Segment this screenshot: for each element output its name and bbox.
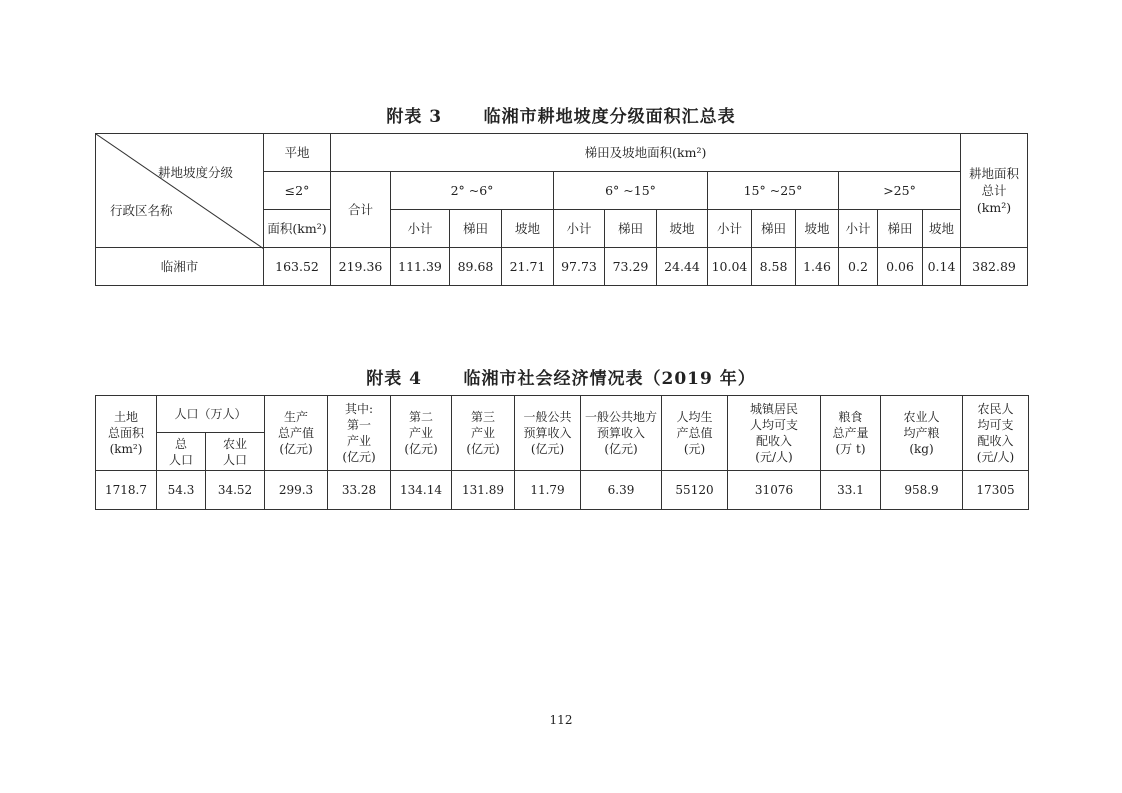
range-header: >25° [839,172,961,210]
terrace-group-header: 梯田及坡地面积(km²) [331,134,961,172]
cell: 33.28 [328,471,391,510]
cell: 131.89 [452,471,515,510]
sub-header: 梯田 [605,210,657,248]
table-row [96,248,1028,286]
range-header: 2° ~6° [391,172,554,210]
table4-title: 附表 4 临湘市社会经济情况表（2019 年） [366,369,756,389]
corner-header-cell [96,134,264,248]
slope-area-table [95,133,1028,286]
header-land: 土地 总面积 (km²) [96,396,157,471]
header-urban-income: 城镇居民 人均可支 配收入 (元/人) [728,396,821,471]
header-pop-total: 总 人口 [157,433,206,471]
cell: 299.3 [265,471,328,510]
sub-header: 梯田 [878,210,923,248]
sub-header: 梯田 [450,210,502,248]
sub-header: 梯田 [752,210,796,248]
header-public-budget: 一般公共 预算收入 (亿元) [515,396,581,471]
region-name: 临湘市 [96,248,264,286]
header-primary: 其中: 第一 产业 (亿元) [328,396,391,471]
diagonal-line [96,134,264,249]
cell: 10.04 [708,248,752,286]
cell: 73.29 [605,248,657,286]
cell: 111.39 [391,248,450,286]
sub-header: 坡地 [657,210,708,248]
cell: 11.79 [515,471,581,510]
flat-range-header: ≤2° [264,172,331,210]
cell: 17305 [963,471,1029,510]
cell: 382.89 [961,248,1028,286]
cell: 6.39 [581,471,662,510]
cell: 34.52 [206,471,265,510]
sub-header: 小计 [839,210,878,248]
cell: 0.06 [878,248,923,286]
header-grain: 粮食 总产量 (万 t) [821,396,881,471]
socioeconomic-table [95,395,1029,510]
cell: 97.73 [554,248,605,286]
cell: 219.36 [331,248,391,286]
cell: 163.52 [264,248,331,286]
range-header: 15° ~25° [708,172,839,210]
sub-header: 小计 [708,210,752,248]
cell: 1.46 [796,248,839,286]
cell: 8.58 [752,248,796,286]
header-local-budget: 一般公共地方 预算收入 (亿元) [581,396,662,471]
sub-header: 坡地 [502,210,554,248]
flat-header: 平地 [264,134,331,172]
header-gdp: 生产 总产值 (亿元) [265,396,328,471]
cell: 31076 [728,471,821,510]
header-population: 人口（万人） [157,396,265,433]
flat-area-header: 面积(km²) [264,210,331,248]
cell: 0.14 [923,248,961,286]
cell: 55120 [662,471,728,510]
sub-header: 小计 [391,210,450,248]
header-grain-per-capita: 农业人 均产粮 (kg) [881,396,963,471]
header-gdp-per-capita: 人均生 产总值 (元) [662,396,728,471]
grand-total-header: 耕地面积 总计 (km²) [961,134,1028,248]
cell: 1718.7 [96,471,157,510]
cell: 134.14 [391,471,452,510]
cell: 89.68 [450,248,502,286]
header-secondary: 第二 产业 (亿元) [391,396,452,471]
sub-header: 小计 [554,210,605,248]
table3-title: 附表 3 临湘市耕地坡度分级面积汇总表 [386,107,736,127]
cell: 0.2 [839,248,878,286]
page-number: 112 [549,713,573,727]
cell: 33.1 [821,471,881,510]
table-row [96,471,1029,510]
cell: 54.3 [157,471,206,510]
header-rural-income: 农民人 均可支 配收入 (元/人) [963,396,1029,471]
cell: 958.9 [881,471,963,510]
sub-header: 坡地 [796,210,839,248]
corner-bottom-label: 行政区名称 [110,203,173,218]
total-header: 合计 [331,172,391,248]
header-tertiary: 第三 产业 (亿元) [452,396,515,471]
cell: 21.71 [502,248,554,286]
range-header: 6° ~15° [554,172,708,210]
sub-header: 坡地 [923,210,961,248]
cell: 24.44 [657,248,708,286]
header-pop-agri: 农业 人口 [206,433,265,471]
corner-top-label: 耕地坡度分级 [158,165,234,180]
